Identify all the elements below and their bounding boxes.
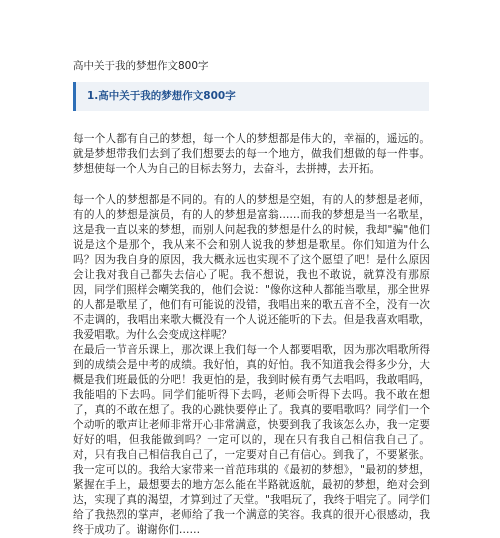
section-heading-box xyxy=(73,82,429,111)
section-heading: 1.高中关于我的梦想作文800字 xyxy=(87,90,236,102)
page-title: 高中关于我的梦想作文800字 xyxy=(73,60,209,72)
paragraph-dream: 每一个人的梦想都是不同的。有的人的梦想是空姐，有的人的梦想是老师，有的人的梦想是演员，有的人的梦想是富翁……而我的梦想是当一名歌星，这是我一直以来的梦想，而别人问起我的梦想是什么的时候，我却"骗"他们说是这个是那个，我从来不会和别人说我的梦想是歌星。你们知道为什么吗？因为我自身的原因，我大概永远也实现不了这个愿望了吧！是什么原因会让我对我自己都失去信心了呢。我不想说，我也不敢说，就算没有那原因，同学们照样会嘲笑我的，他们会说："像你这种人都能当歌星，那全世界的人都是歌星了，他们有可能说的没错，我唱出来的歌五音不全，没有一次不走调的，我唱出来歌大概没有一个人说还能听的下去。但是我喜欢唱歌，我爱唱歌。为什么会变成这样呢？ xyxy=(73,194,430,341)
paragraph-intro: 每一个人都有自己的梦想，每一个人的梦想都是伟大的，幸福的，遥远的。就是梦想带我们去到了我们想要去的每一个地方，做我们想做的每一件事。梦想使每一个人为自己的目标去努力，去奋斗，去拼搏，去开拓。 xyxy=(73,133,430,175)
paragraph-music-class: 在最后一节音乐课上，那次课上我们每一个人都要唱歌，因为那次唱歌所得到的成绩会是中考的成绩。我好怕，真的好怕。我不知道我会得多少分，大概是我们班最低的分吧！我更怕的是，我到时候有勇气去唱吗，我敢唱吗，我能唱的下去吗。同学们能听得下去吗，老师会听得下去吗。我不敢在想了，真的不敢在想了。我的心跳快要停止了。我真的要唱歌吗？同学们一个个动听的歌声让老师非常开心非常满意，快要到我了我该怎么办，我一定要好好的唱，但我能做到吗？一定可以的，现在只有我自己相信我自己了。对，只有我自己相信我自己了，一定要对自己有信心。到我了，不要紧张。我一定可以的。我给大家带来一首范玮琪的《最初的梦想》，"最初的梦想，紧握在手上，最想要去的地方怎么能在半路就返航，最初的梦想，绝对会到达，实现了真的渴望，才算到过了天堂。"我唱玩了，我终于唱完了。同学们给了我热烈的掌声，老师给了我一个满意的笑容。我真的很开心很感动，我终于成功了。谢谢你们…… xyxy=(73,344,430,536)
